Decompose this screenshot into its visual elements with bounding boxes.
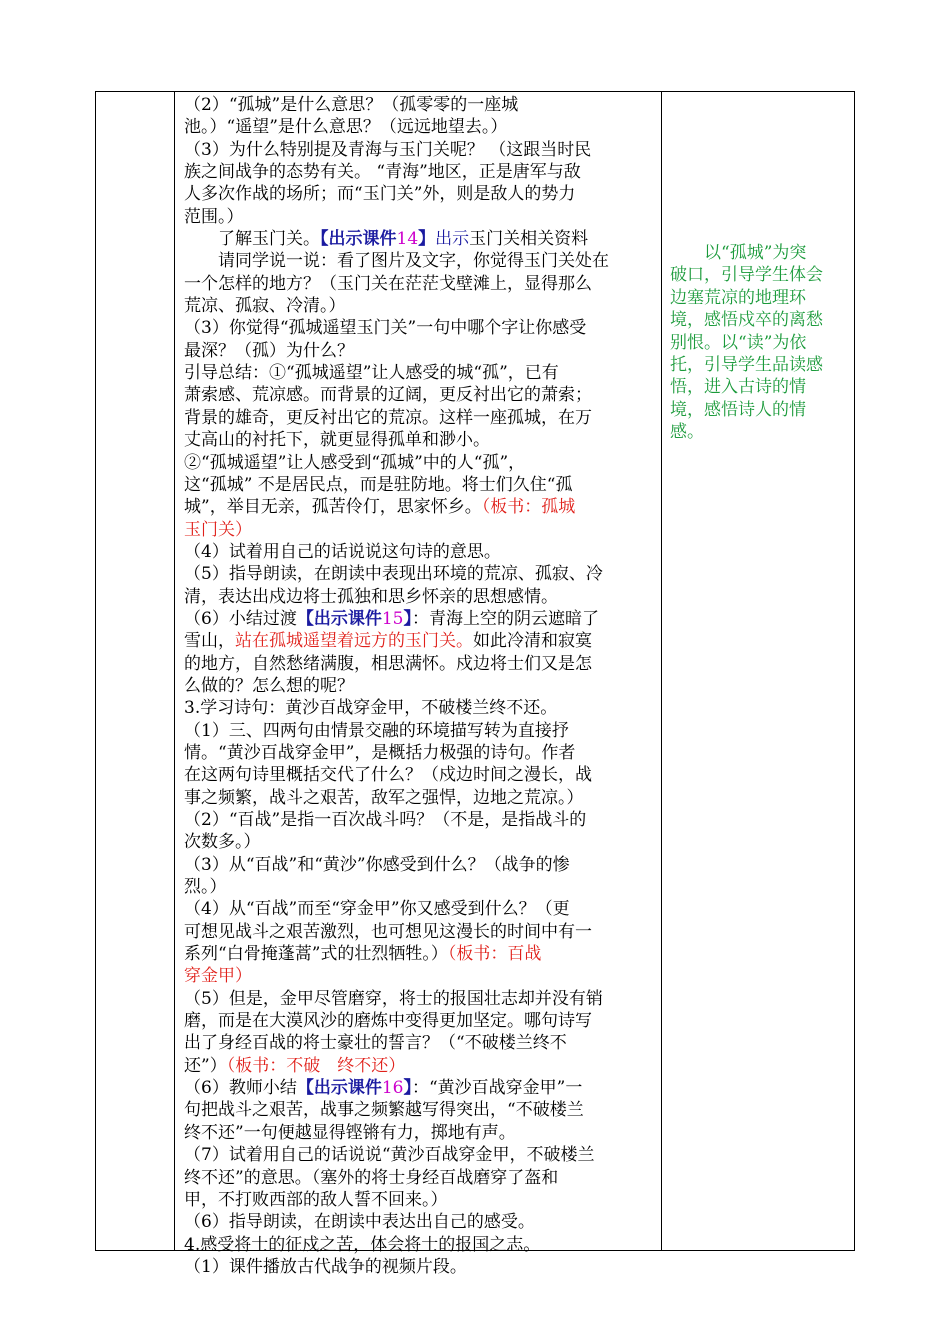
text-run: 还”） bbox=[184, 1055, 227, 1076]
text-line bbox=[184, 519, 654, 541]
text-run: 玉门关相关资料 bbox=[469, 229, 589, 250]
text-run: ：“黄沙百战穿金甲”一 bbox=[411, 1078, 583, 1099]
text-line: （3）为什么特别提及青海与玉门关呢？ （这跟当时民 bbox=[184, 139, 592, 160]
text-line: 终不还”一句便越显得铿锵有力，掷地有声。 bbox=[184, 1122, 516, 1143]
text-run: 穿金甲） bbox=[184, 966, 252, 987]
text-run: 出示 bbox=[435, 229, 470, 250]
text-line bbox=[184, 965, 654, 987]
text-line bbox=[184, 1077, 654, 1099]
text-run: 】 bbox=[418, 229, 436, 250]
text-line: （7）试着用自己的话说说“黄沙百战穿金甲，不破楼兰 bbox=[184, 1145, 595, 1166]
text-line: 一个怎样的地方？（玉门关在茫茫戈壁滩上，显得那么 bbox=[184, 273, 592, 294]
column-divider-right bbox=[661, 91, 662, 1251]
note-line: 托，引导学生品读感 bbox=[670, 355, 823, 376]
text-line: 次数多。） bbox=[184, 832, 261, 853]
text-line: 磨，而是在大漠风沙的磨炼中变得更加坚定。哪句诗写 bbox=[184, 1011, 592, 1032]
text-line: （2）“百战”是指一百次战斗吗？（不是，是指战斗的 bbox=[184, 810, 587, 830]
text-line: （6）指导朗读，在朗读中表达出自己的感受。 bbox=[184, 1212, 535, 1233]
lesson-procedure-cell bbox=[184, 94, 654, 1278]
text-run: 】 bbox=[403, 1078, 412, 1099]
text-run: （板书：不破 终不还） bbox=[226, 1055, 406, 1076]
note-line: 感。 bbox=[670, 422, 704, 443]
text-line: 引导总结：①“孤城遥望”让人感受的城“孤”，已有 bbox=[184, 363, 559, 384]
text-line: （3）你觉得“孤城遥望玉门关”一句中哪个字让你感受 bbox=[184, 318, 587, 339]
design-intent-cell bbox=[670, 242, 846, 444]
text-run: 】 bbox=[403, 608, 412, 629]
text-line: 范围。） bbox=[184, 206, 244, 227]
text-line: 3.学习诗句：黄沙百战穿金甲，不破楼兰终不还。 bbox=[184, 698, 558, 719]
text-line: （4）试着用自己的话说说这句诗的意思。 bbox=[184, 541, 501, 562]
text-line: 句把战斗之艰苦，战事之频繁越写得突出，“不破楼兰 bbox=[184, 1100, 584, 1121]
text-line: 终不还”的意思。（塞外的将士身经百战磨穿了盔和 bbox=[184, 1167, 559, 1188]
text-line: 清，表达出戍边将士孤独和思乡怀亲的思想感情。 bbox=[184, 586, 558, 607]
text-line bbox=[184, 496, 654, 518]
text-line: （1）课件播放古代战争的视频片段。 bbox=[184, 1256, 467, 1277]
text-line: （2）“孤城”是什么意思？（孤零零的一座城 bbox=[184, 95, 519, 115]
text-run: 城”，举目无亲，孤苦伶仃，思家怀乡。 bbox=[184, 497, 482, 518]
text-run: 玉门关） bbox=[184, 519, 252, 540]
note-line: 边塞荒凉的地理环 bbox=[670, 287, 806, 308]
column-divider-left bbox=[174, 91, 175, 1251]
text-run: ：青海上空的阴云遮暗了 bbox=[411, 608, 599, 629]
text-run: （板书：孤城 bbox=[481, 497, 576, 518]
text-line: 情。“黄沙百战穿金甲”，是概括力极强的诗句。作者 bbox=[184, 742, 576, 763]
text-run: （6）小结过渡 bbox=[184, 608, 297, 629]
text-run: （板书：百战 bbox=[447, 944, 542, 965]
text-line: 荒凉、孤寂、冷清。） bbox=[184, 296, 346, 317]
text-run: 【出示课件 bbox=[320, 229, 397, 250]
text-run: 【出示课件 bbox=[296, 1078, 382, 1099]
text-line: 背景的雄奇，更反衬出它的荒凉。这样一座孤城，在万 bbox=[184, 407, 592, 428]
note-line: 以“孤城”为突 bbox=[670, 243, 807, 263]
text-line: 出了身经百战的将士豪壮的誓言？（“不破楼兰终不 bbox=[184, 1033, 567, 1054]
text-run: 系列“白骨掩蓬蒿”式的壮烈牺牲。） bbox=[184, 944, 448, 965]
text-line: 事之频繁，战斗之艰苦，敌军之强悍，边地之荒凉。） bbox=[184, 787, 584, 808]
note-line: 境，感悟戍卒的离愁 bbox=[670, 310, 823, 331]
text-run: 雪山， bbox=[184, 631, 235, 652]
text-line: 族之间战争的态势有关。 “青海”地区，正是唐军与敌 bbox=[184, 162, 581, 183]
text-line: 可想见战斗之艰苦激烈，也可想见这漫长的时间中有一 bbox=[184, 921, 592, 942]
text-line: （4）从“百战”而至“穿金甲”你又感受到什么？（更 bbox=[184, 899, 570, 920]
text-line: 的地方，自然愁绪满腹，相思满怀。戍边将士们又是怎 bbox=[184, 653, 592, 674]
text-line: 这“孤城” 不是居民点，而是驻防地。将士们久住“孤 bbox=[184, 474, 573, 495]
text-line: 请同学说一说：看了图片及文字，你觉得玉门关处在 bbox=[184, 251, 609, 272]
note-line: 别恨。以“读”为依 bbox=[670, 332, 807, 353]
text-line: ②“孤城遥望”让人感受到“孤城”中的人“孤”， bbox=[184, 452, 526, 473]
text-line: （1）三、四两句由情景交融的环境描写转为直接抒 bbox=[184, 720, 569, 741]
text-line bbox=[184, 630, 654, 652]
text-run: 站在孤城遥望着远方的玉门关。 bbox=[235, 631, 473, 652]
text-run: 15 bbox=[381, 608, 404, 629]
text-line bbox=[184, 1055, 654, 1077]
text-line: 4.感受将士的征戍之苦，体会将士的报国之志。 bbox=[184, 1234, 541, 1255]
text-run: 如此冷清和寂寞 bbox=[473, 631, 592, 652]
text-run: 【出示课件 bbox=[296, 608, 382, 629]
text-line bbox=[184, 608, 654, 630]
text-line: （5）但是，金甲尽管磨穿，将士的报国壮志却并没有销 bbox=[184, 988, 603, 1009]
text-line: （5）指导朗读，在朗读中表现出环境的荒凉、孤寂、冷 bbox=[184, 564, 603, 585]
text-line: 甲，不打败西部的敌人誓不回来。） bbox=[184, 1189, 448, 1210]
text-line: 在这两句诗里概括交代了什么？（戍边时间之漫长，战 bbox=[184, 765, 592, 786]
text-line: 最深？（孤）为什么？ bbox=[184, 340, 354, 361]
text-line: 烈。） bbox=[184, 877, 227, 898]
text-line: 么做的？怎么想的呢？ bbox=[184, 675, 354, 696]
text-line: 人多次作战的场所；而“玉门关”外，则是敌人的势力 bbox=[184, 184, 576, 205]
text-line bbox=[184, 943, 654, 965]
text-line: （3）从“百战”和“黄沙”你感受到什么？（战争的惨 bbox=[184, 854, 570, 875]
text-line: 池。）“遥望”是什么意思？（远远地望去。） bbox=[184, 117, 508, 138]
note-line: 破口，引导学生体会 bbox=[670, 265, 823, 286]
text-run: 16 bbox=[381, 1078, 404, 1099]
text-run: （6）教师小结 bbox=[184, 1078, 297, 1099]
note-line: 悟，进入古诗的情 bbox=[670, 377, 806, 398]
text-line bbox=[184, 228, 654, 250]
text-run: 了解玉门关。 bbox=[184, 229, 320, 250]
text-line: 丈高山的衬托下，就更显得孤单和渺小。 bbox=[184, 430, 490, 451]
text-line: 萧索感、荒凉感。而背景的辽阔，更反衬出它的萧索； bbox=[184, 385, 592, 406]
text-run: 14 bbox=[396, 229, 419, 250]
note-line: 境，感悟诗人的情 bbox=[670, 399, 806, 420]
